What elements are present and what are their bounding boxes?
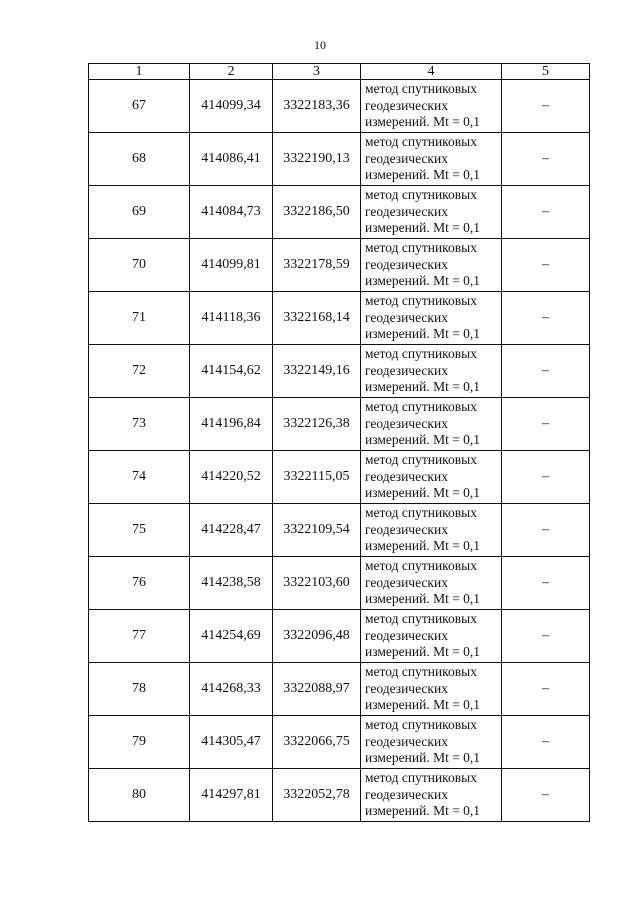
point-number-cell: 74 — [89, 451, 190, 504]
method-text-line: метод спутниковых — [365, 558, 477, 574]
point-number-cell: 70 — [89, 239, 190, 292]
method-cell — [361, 80, 502, 133]
method-text-line: измерений. Mt = 0,1 — [365, 697, 481, 713]
method-text-line: метод спутниковых — [365, 399, 477, 415]
coordinates-table — [88, 63, 590, 822]
method-text-line: метод спутниковых — [365, 770, 477, 786]
table-row — [89, 663, 590, 716]
header-col-3: 3 — [273, 64, 361, 80]
table-row — [89, 292, 590, 345]
y-coordinate-cell: 3322109,54 — [273, 504, 361, 557]
method-text-line: измерений. Mt = 0,1 — [365, 114, 481, 130]
note-cell: – — [502, 451, 590, 504]
table-body — [89, 80, 590, 822]
note-cell: – — [502, 716, 590, 769]
note-cell: – — [502, 345, 590, 398]
method-text-line: метод спутниковых — [365, 664, 477, 680]
note-cell: – — [502, 610, 590, 663]
point-number-cell: 69 — [89, 186, 190, 239]
point-number-cell: 73 — [89, 398, 190, 451]
method-text-line: геодезических — [365, 627, 448, 643]
method-cell — [361, 557, 502, 610]
method-text-line: измерений. Mt = 0,1 — [365, 803, 481, 819]
method-cell — [361, 345, 502, 398]
method-text-line: метод спутниковых — [365, 293, 477, 309]
method-text-line: геодезических — [365, 733, 448, 749]
point-number-cell: 68 — [89, 133, 190, 186]
header-col-5: 5 — [502, 64, 590, 80]
y-coordinate-cell: 3322052,78 — [273, 769, 361, 822]
method-text-line: геодезических — [365, 680, 448, 696]
method-text-line: измерений. Mt = 0,1 — [365, 644, 481, 660]
y-coordinate-cell: 3322103,60 — [273, 557, 361, 610]
method-text-line: измерений. Mt = 0,1 — [365, 326, 481, 342]
x-coordinate-cell: 414118,36 — [190, 292, 273, 345]
method-text-line: измерений. Mt = 0,1 — [365, 485, 481, 501]
x-coordinate-cell: 414196,84 — [190, 398, 273, 451]
method-cell — [361, 398, 502, 451]
note-cell: – — [502, 186, 590, 239]
point-number-cell: 78 — [89, 663, 190, 716]
x-coordinate-cell: 414228,47 — [190, 504, 273, 557]
method-cell — [361, 451, 502, 504]
method-text-line: геодезических — [365, 574, 448, 590]
y-coordinate-cell: 3322190,13 — [273, 133, 361, 186]
method-text-line: метод спутниковых — [365, 452, 477, 468]
note-cell: – — [502, 80, 590, 133]
method-text-line: измерений. Mt = 0,1 — [365, 273, 481, 289]
x-coordinate-cell: 414305,47 — [190, 716, 273, 769]
y-coordinate-cell: 3322066,75 — [273, 716, 361, 769]
header-col-4: 4 — [361, 64, 502, 80]
method-cell — [361, 239, 502, 292]
note-cell: – — [502, 504, 590, 557]
note-cell: – — [502, 769, 590, 822]
method-text-line: измерений. Mt = 0,1 — [365, 432, 481, 448]
table-row — [89, 504, 590, 557]
method-cell — [361, 610, 502, 663]
method-text-line: измерений. Mt = 0,1 — [365, 538, 481, 554]
method-text-line: геодезических — [365, 97, 448, 113]
point-number-cell: 80 — [89, 769, 190, 822]
y-coordinate-cell: 3322183,36 — [273, 80, 361, 133]
method-cell — [361, 133, 502, 186]
method-text-line: метод спутниковых — [365, 717, 477, 733]
x-coordinate-cell: 414154,62 — [190, 345, 273, 398]
method-text-line: измерений. Mt = 0,1 — [365, 379, 481, 395]
x-coordinate-cell: 414220,52 — [190, 451, 273, 504]
method-text-line: геодезических — [365, 203, 448, 219]
point-number-cell: 79 — [89, 716, 190, 769]
table-header — [89, 64, 590, 80]
point-number-cell: 72 — [89, 345, 190, 398]
y-coordinate-cell: 3322186,50 — [273, 186, 361, 239]
method-text-line: метод спутниковых — [365, 611, 477, 627]
header-col-2: 2 — [190, 64, 273, 80]
method-text-line: измерений. Mt = 0,1 — [365, 750, 481, 766]
method-cell — [361, 769, 502, 822]
method-text-line: измерений. Mt = 0,1 — [365, 220, 481, 236]
method-cell — [361, 504, 502, 557]
table-row — [89, 769, 590, 822]
x-coordinate-cell: 414238,58 — [190, 557, 273, 610]
y-coordinate-cell: 3322096,48 — [273, 610, 361, 663]
method-text-line: метод спутниковых — [365, 134, 477, 150]
y-coordinate-cell: 3322126,38 — [273, 398, 361, 451]
note-cell: – — [502, 557, 590, 610]
table-row — [89, 610, 590, 663]
method-text-line: геодезических — [365, 256, 448, 272]
header-col-1: 1 — [89, 64, 190, 80]
header-row — [89, 64, 590, 80]
table-row — [89, 345, 590, 398]
method-text-line: геодезических — [365, 309, 448, 325]
point-number-cell: 75 — [89, 504, 190, 557]
note-cell: – — [502, 663, 590, 716]
method-text-line: геодезических — [365, 415, 448, 431]
table-row — [89, 239, 590, 292]
point-number-cell: 77 — [89, 610, 190, 663]
method-text-line: геодезических — [365, 521, 448, 537]
method-text-line: геодезических — [365, 786, 448, 802]
method-text-line: геодезических — [365, 468, 448, 484]
note-cell: – — [502, 398, 590, 451]
note-cell: – — [502, 239, 590, 292]
y-coordinate-cell: 3322149,16 — [273, 345, 361, 398]
table-row — [89, 557, 590, 610]
point-number-cell: 71 — [89, 292, 190, 345]
table-row — [89, 133, 590, 186]
method-text-line: метод спутниковых — [365, 81, 477, 97]
method-text-line: метод спутниковых — [365, 505, 477, 521]
y-coordinate-cell: 3322088,97 — [273, 663, 361, 716]
note-cell: – — [502, 133, 590, 186]
y-coordinate-cell: 3322168,14 — [273, 292, 361, 345]
table-row — [89, 451, 590, 504]
x-coordinate-cell: 414297,81 — [190, 769, 273, 822]
x-coordinate-cell: 414099,81 — [190, 239, 273, 292]
page-number: 10 — [314, 38, 326, 52]
x-coordinate-cell: 414099,34 — [190, 80, 273, 133]
note-cell: – — [502, 292, 590, 345]
table-row — [89, 186, 590, 239]
y-coordinate-cell: 3322178,59 — [273, 239, 361, 292]
x-coordinate-cell: 414268,33 — [190, 663, 273, 716]
method-text-line: метод спутниковых — [365, 346, 477, 362]
table-row — [89, 80, 590, 133]
y-coordinate-cell: 3322115,05 — [273, 451, 361, 504]
method-cell — [361, 716, 502, 769]
x-coordinate-cell: 414084,73 — [190, 186, 273, 239]
method-cell — [361, 663, 502, 716]
x-coordinate-cell: 414254,69 — [190, 610, 273, 663]
method-text-line: метод спутниковых — [365, 187, 477, 203]
x-coordinate-cell: 414086,41 — [190, 133, 273, 186]
method-text-line: геодезических — [365, 150, 448, 166]
method-cell — [361, 292, 502, 345]
method-cell — [361, 186, 502, 239]
point-number-cell: 76 — [89, 557, 190, 610]
method-text-line: геодезических — [365, 362, 448, 378]
method-text-line: измерений. Mt = 0,1 — [365, 591, 481, 607]
point-number-cell: 67 — [89, 80, 190, 133]
method-text-line: измерений. Mt = 0,1 — [365, 167, 481, 183]
table-row — [89, 716, 590, 769]
table-row — [89, 398, 590, 451]
method-text-line: метод спутниковых — [365, 240, 477, 256]
